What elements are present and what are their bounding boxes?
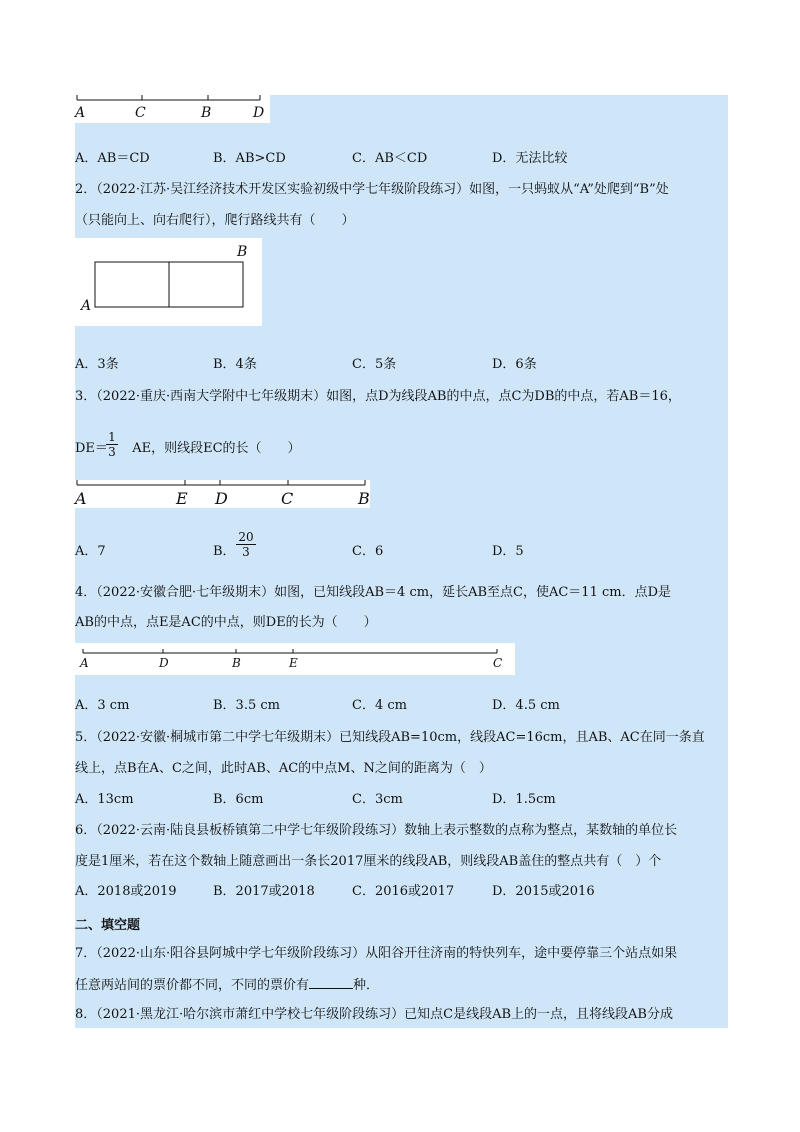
q1-figure <box>75 95 270 123</box>
q3-stem-line1: 3．（2022·重庆·西南大学附中七年级期末）如图，点D为线段AB的中点，点C为DB的中点，若AB＝16， <box>75 389 681 404</box>
q3-fraction-num: 1 <box>106 430 118 445</box>
q6-option-d: D．2015或2016 <box>492 884 595 899</box>
q4-option-a: A．3 cm <box>75 698 130 713</box>
q3-option-b: B． <box>213 544 236 559</box>
q1-label-b: B <box>201 105 212 121</box>
q8-stem-line1: 8．（2021·黑龙江·哈尔滨市萧红中学校七年级阶段练习）已知点C是线段AB上的一点，且将线段AB分成 <box>75 1007 673 1022</box>
q6-stem-line2: 度是1厘米，若在这个数轴上随意画出一条长2017厘米的线段AB，则线段AB盖住的整点共有（ ）个 <box>75 854 662 869</box>
q3-label-a: A <box>75 489 87 508</box>
q4-label-a: A <box>80 656 89 670</box>
q3-option-b-fraction <box>236 530 256 559</box>
q5-option-a: A．13cm <box>75 792 134 807</box>
q5-option-c: C．3cm <box>352 792 403 807</box>
q7-stem-line2 <box>75 976 379 995</box>
q3-stem-rest: AE，则线段EC的长（ ） <box>132 441 301 456</box>
q7-stem-text: 任意两站间的票价都不同，不同的票价有 <box>75 978 310 993</box>
q3-option-b-num: 20 <box>236 530 256 545</box>
q3-fraction-den: 3 <box>108 445 116 459</box>
q2-option-c: C．5条 <box>352 357 397 372</box>
q6-option-c: C．2016或2017 <box>352 884 455 899</box>
q6-option-b: B．2017或2018 <box>213 884 315 899</box>
q4-label-c: C <box>493 656 503 670</box>
q3-figure <box>75 480 370 508</box>
q6-stem-line1: 6．（2022·云南·陆良县板桥镇第二中学七年级阶段练习）数轴上表示整数的点称为整点，某数轴的单位长 <box>75 823 678 838</box>
q1-option-d: D．无法比较 <box>492 151 568 166</box>
q4-figure <box>75 643 515 675</box>
q3-fraction <box>106 430 118 459</box>
q1-label-d: D <box>253 105 265 121</box>
q1-option-b: B．AB>CD <box>213 151 286 166</box>
q3-option-a: A．7 <box>75 544 106 559</box>
q2-option-d: D．6条 <box>492 357 537 372</box>
q5-stem-line2: 线上，点B在A、C之间，此时AB、AC的中点M、N之间的距离为（ ） <box>75 761 492 776</box>
q1-option-a: A．AB＝CD <box>75 151 150 166</box>
q2-label-b: B <box>237 244 248 260</box>
q7-stem-line1: 7．（2022·山东·阳谷县阿城中学七年级阶段练习）从阳谷开往济南的特快列车，途中要停靠三个站点如果 <box>75 946 678 961</box>
q4-option-b: B．3.5 cm <box>213 698 280 713</box>
q6-option-a: A．2018或2019 <box>75 884 177 899</box>
q4-label-b: B <box>232 656 241 670</box>
q3-label-d: D <box>215 489 228 508</box>
q1-label-c: C <box>135 105 146 121</box>
q3-option-d: D．5 <box>492 544 524 559</box>
section-heading-fill-in: 二、填空题 <box>75 918 141 933</box>
q7-answer-blank[interactable] <box>309 976 353 989</box>
q2-stem-line2: （只能向上、向右爬行），爬行路线共有（ ） <box>75 213 355 228</box>
q2-option-a: A．3条 <box>75 357 119 372</box>
q5-option-b: B．6cm <box>213 792 264 807</box>
q2-label-a: A <box>81 298 92 314</box>
q1-option-c: C．AB＜CD <box>352 151 428 166</box>
q3-de-label: DE＝ <box>75 441 108 456</box>
q4-option-c: C．4 cm <box>352 698 407 713</box>
q4-label-d: D <box>159 656 169 670</box>
q4-stem-line1: 4．（2022·安徽合肥·七年级期末）如图，已知线段AB＝4 cm，延长AB至点C，使AC＝11 cm．点D是 <box>75 585 672 600</box>
q4-option-d: D．4.5 cm <box>492 698 560 713</box>
q3-option-b-den: 3 <box>242 545 250 559</box>
q4-stem-line2: AB的中点，点E是AC的中点，则DE的长为（ ） <box>75 615 377 630</box>
q3-option-c: C．6 <box>352 544 384 559</box>
q1-label-a: A <box>75 105 86 121</box>
q3-label-e: E <box>176 489 188 508</box>
q4-label-e: E <box>289 656 298 670</box>
q2-option-b: B．4条 <box>213 357 257 372</box>
q2-stem-line1: 2．（2022·江苏·吴江经济技术开发区实验初级中学七年级阶段练习）如图，一只蚂蚁从“A”处爬到“B”处 <box>75 182 669 197</box>
q3-label-b: B <box>358 489 370 508</box>
q5-option-d: D．1.5cm <box>492 792 556 807</box>
q5-stem-line1: 5．（2022·安徽·桐城市第二中学七年级期末）已知线段AB=10cm，线段AC=16cm，且AB、AC在同一条直 <box>75 730 705 745</box>
q2-figure <box>75 238 262 326</box>
q7-stem-end: 种． <box>353 978 380 993</box>
q3-label-c: C <box>281 489 294 508</box>
